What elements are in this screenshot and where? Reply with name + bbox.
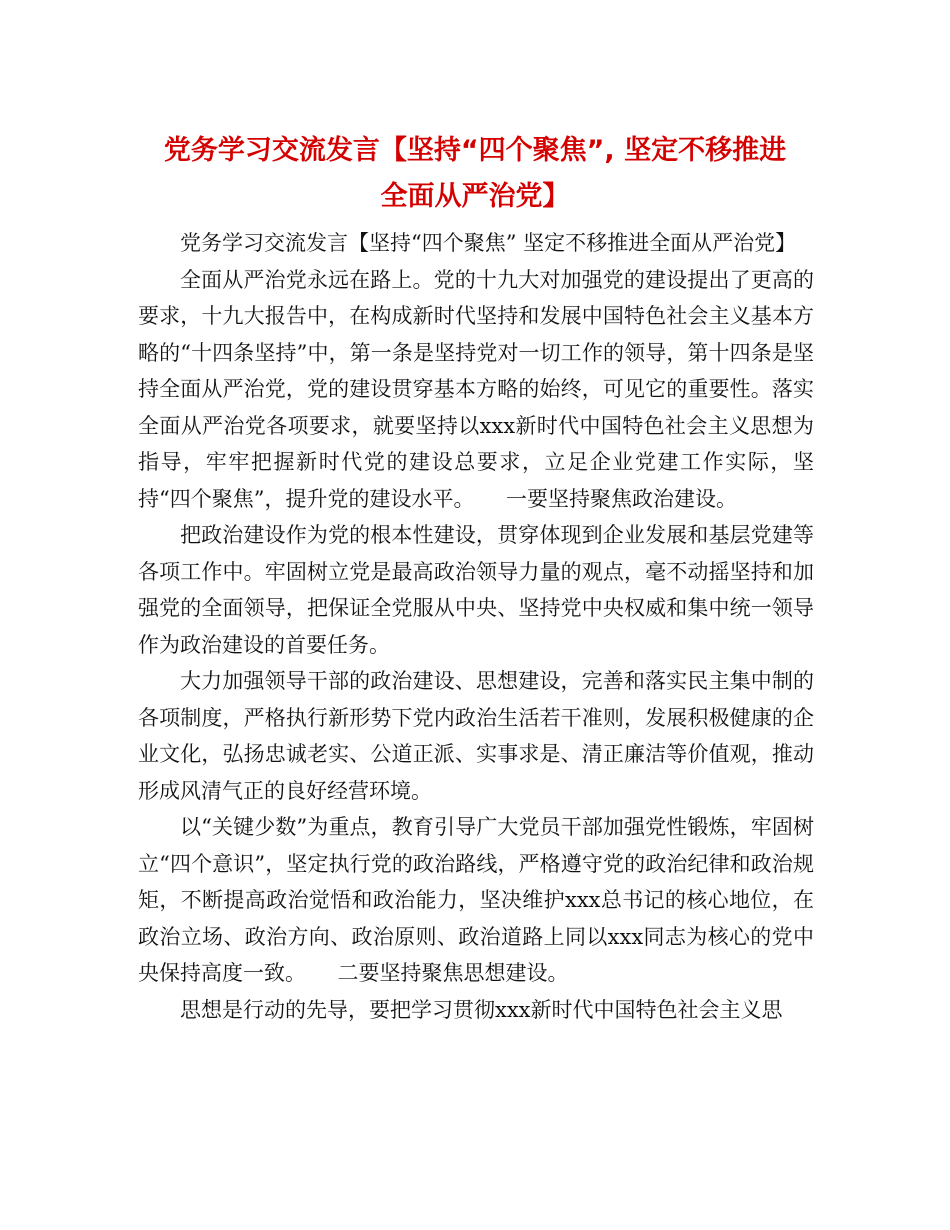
document-body [138,225,814,1028]
paragraph: 大力加强领导干部的政治建设、思想建设，完善和落实民主集中制的各项制度，严格执行新形势下党内政治生活若干准则，发展积极健康的企业文化，弘扬忠诚老实、公道正派、实事求是、清正廉洁等价值观，推动形成风清气正的良好经营环境。 [138,669,814,803]
document-title [100,128,850,220]
paragraph: 以“关键少数”为重点，教育引导广大党员干部加强党性锻炼，牢固树立“四个意识”，坚定执行党的政治路线，严格遵守党的政治纪律和政治规矩，不断提高政治觉悟和政治能力，坚决维护xxx总书记的核心地位，在政治立场、政治方向、政治原则、政治道路上同以xxx同志为核心的党中央保持高度一致。 二要坚持聚焦思想建设。 [138,815,814,985]
paragraph: 全面从严治党永远在路上。党的十九大对加强党的建设提出了更高的要求，十九大报告中，在构成新时代坚持和发展中国特色社会主义基本方略的“十四条坚持”中，第一条是坚持党对一切工作的领导，第十四条是坚持全面从严治党，党的建设贯穿基本方略的始终，可见它的重要性。落实全面从严治党各项要求，就要坚持以xxx新时代中国特色社会主义思想为指导，牢牢把握新时代党的建设总要求，立足企业党建工作实际，坚持“四个聚焦”，提升党的建设水平。 一要坚持聚焦政治建设。 [138,267,814,511]
title-line-2: 全面从严治党】 [380,181,570,212]
paragraph-heading: 党务学习交流发言【坚持“四个聚焦” 坚定不移推进全面从严治党】 [180,231,797,255]
paragraph: 把政治建设作为党的根本性建设，贯穿体现到企业发展和基层党建等各项工作中。牢固树立党是最高政治领导力量的观点，毫不动摇坚持和加强党的全面领导，把保证全党服从中央、坚持党中央权威和集中统一领导作为政治建设的首要任务。 [138,523,814,657]
title-line-1: 党务学习交流发言【坚持“四个聚焦”, 坚定不移推进 [163,135,787,166]
paragraph: 思想是行动的先导，要把学习贯彻xxx新时代中国特色社会主义思 [180,997,783,1022]
